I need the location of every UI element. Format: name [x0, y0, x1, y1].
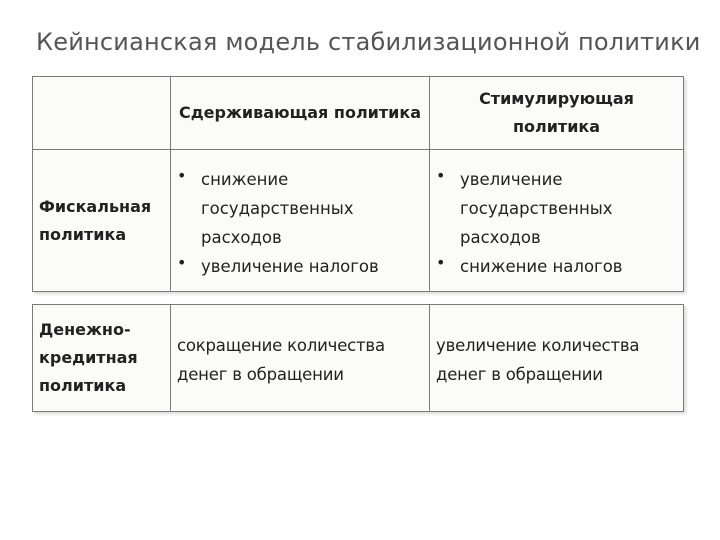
monetary-restraining-cell: сокращение количества денег в обращении	[177, 336, 385, 384]
page-title: Кейнсианская модель стабилизационной политики	[36, 28, 701, 56]
fiscal-restraining-cell	[171, 165, 429, 281]
monetary-stimulating-cell: увеличение количества денег в обращении	[436, 336, 640, 384]
row-label-monetary: Денежно-кредитная политика	[39, 320, 138, 395]
list-item: • увеличение налогов	[171, 252, 429, 281]
list-item: • снижение налогов	[430, 252, 683, 281]
fiscal-stimulating-list	[430, 165, 683, 281]
header-restraining-policy: Сдерживающая политика	[178, 103, 422, 122]
row-label-fiscal: Фискальная политика	[39, 196, 152, 244]
header-stimulating-policy: Стимулирующая политика	[479, 89, 634, 136]
fiscal-stimulating-cell	[430, 165, 683, 281]
fiscal-policy-table	[32, 76, 684, 292]
list-item: • увеличение государственных расходов	[430, 165, 683, 252]
fiscal-restraining-list	[171, 165, 429, 281]
list-item: • снижение государственных расходов	[171, 165, 429, 252]
monetary-policy-table	[32, 304, 684, 412]
